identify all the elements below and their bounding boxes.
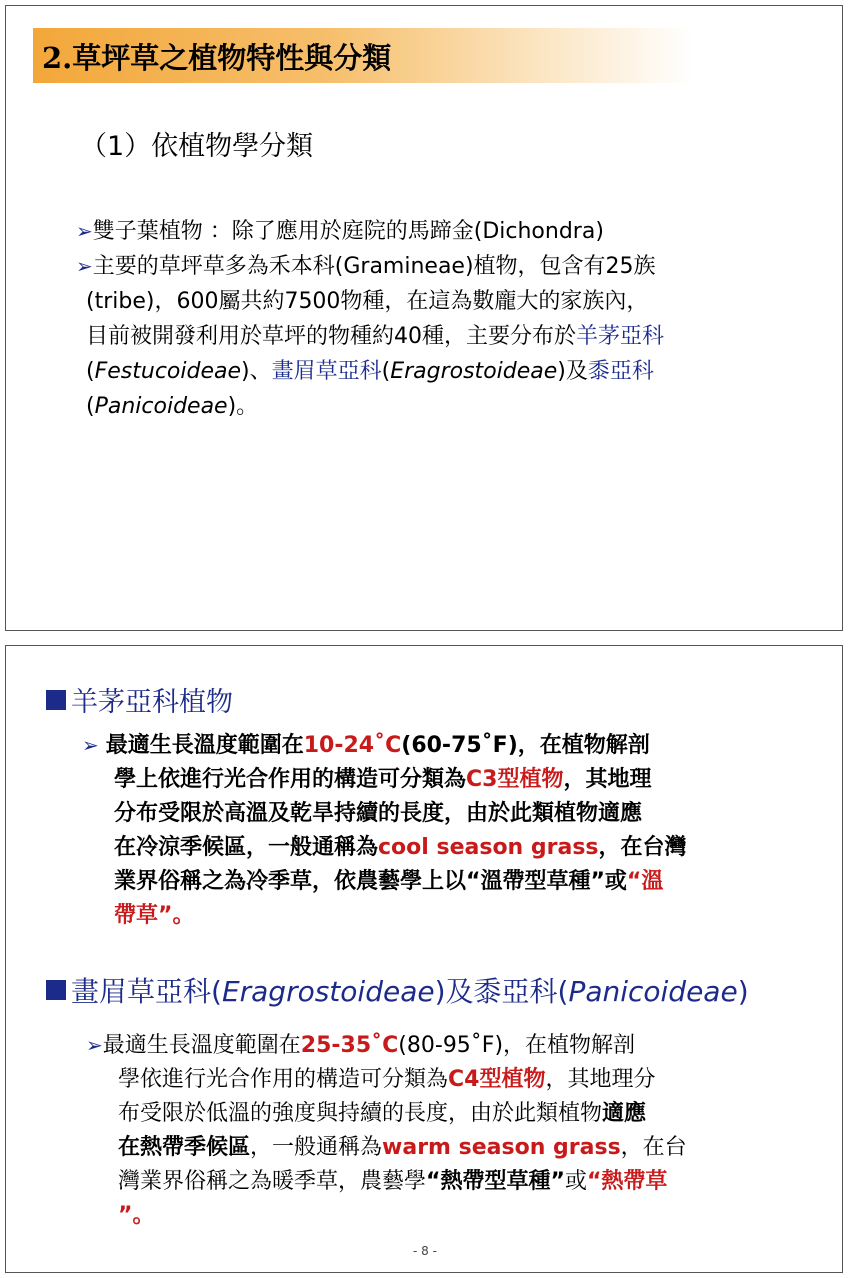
festucoideae-label: 羊茅亞科 <box>576 324 665 349</box>
arrow-bullet-icon: ➢ <box>76 254 93 278</box>
bullet-list <box>76 214 826 424</box>
arrow-bullet-icon: ➢ <box>82 733 106 757</box>
page-title: 2.草坪草之植物特性與分類 <box>42 41 392 75</box>
bullet-grass-line2: (tribe)，600屬共約7500物種，在這為數龐大的家族內， <box>86 289 649 314</box>
subheading: （1）依植物學分類 <box>80 131 314 162</box>
square-bullet-icon <box>46 690 66 710</box>
bullet-dicot: ➢雙子葉植物 ：除了應用於庭院的馬蹄金(Dichondra) <box>76 219 604 244</box>
eragrostoideae-label: 畫眉草亞科 <box>271 359 382 384</box>
section-warm-grass-text: ➢最適生長溫度範圍在25-35˚C(80-95˚F)，在植物解剖 學依進行光合作用的構造可分類為C4型植物，其地理分 布受限於低溫的強度與持續的長度，由於此類植物適應 在熱帶季候區，一般通稱為warm season grass，在台 灣業界俗稱之為暖季草，農藝學“熱帶型草種”或“熱帶草 ”。 <box>86 1033 687 1228</box>
page-number: - 8 - <box>413 1244 437 1258</box>
arrow-bullet-icon: ➢ <box>76 219 93 243</box>
panicoideae-label: 黍亞科 <box>587 359 654 384</box>
bullet-grass-line5: (Panicoideae)。 <box>86 394 259 419</box>
square-bullet-icon <box>46 980 66 1000</box>
section-festucoideae-heading: 羊茅亞科植物 <box>46 680 233 719</box>
section-warm-grass-heading: 畫眉草亞科(Eragrostoideae)及黍亞科(Panicoideae) <box>46 970 749 1010</box>
section-festucoideae-text: ➢ 最適生長溫度範圍在10-24˚C(60-75˚F)，在植物解剖 學上依進行光合作用的構造可分類為C3型植物，其地理 分布受限於高溫及乾旱持續的長度，由於此類植物適應 在冷涼季候區，一般通稱為cool season grass，在台灣 業界俗稱之為冷季草，依農藝學上以“溫帶型草種”或“溫 帶草”。 <box>82 733 687 928</box>
bullet-grass: ➢主要的草坪草多為禾本科(Gramineae)植物，包含有25族 <box>76 254 656 279</box>
bullet-grass-line4: (Festucoideae)、畫眉草亞科(Eragrostoideae)及黍亞科 <box>86 359 654 384</box>
arrow-bullet-icon: ➢ <box>86 1033 103 1057</box>
bullet-grass-line3: 目前被開發利用於草坪的物種約40種，主要分布於羊茅亞科 <box>86 324 665 349</box>
